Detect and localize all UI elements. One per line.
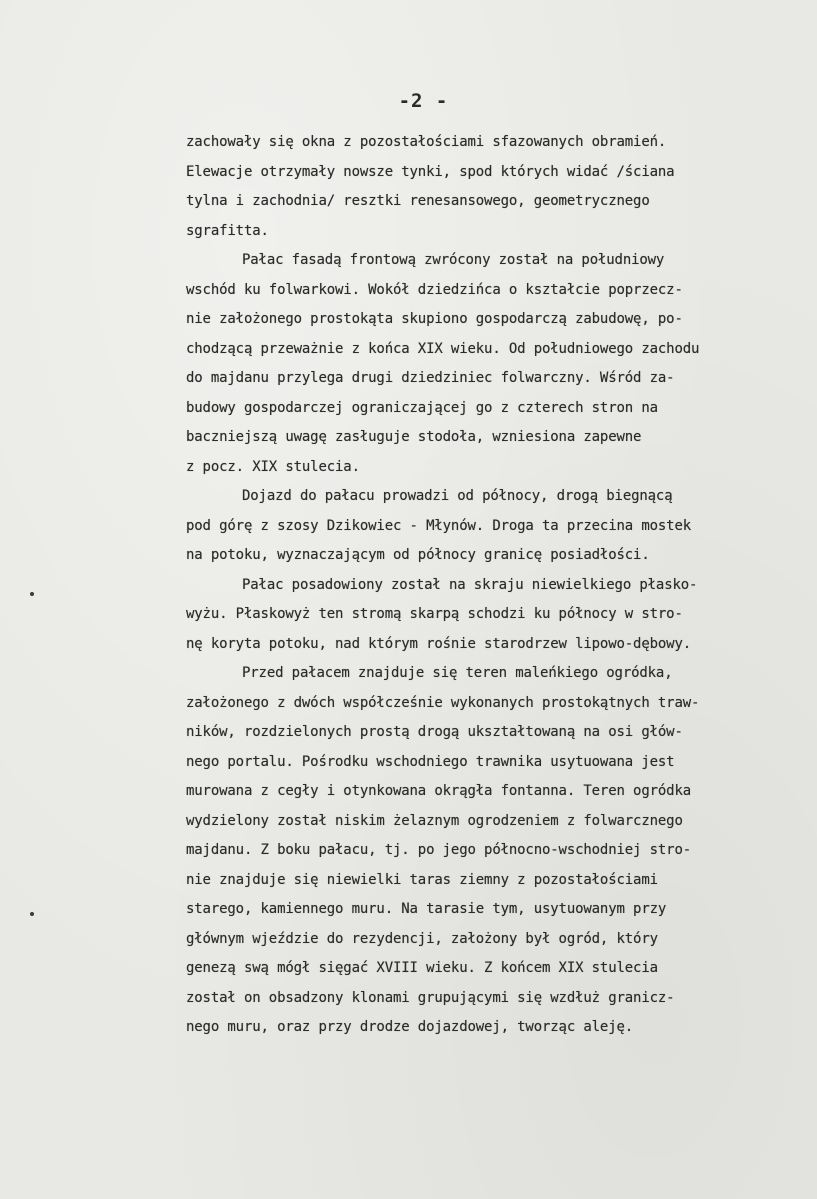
text-line: majdanu. Z boku pałacu, tj. po jego północno-wschodniej stro- xyxy=(186,842,692,858)
text-line: wschód ku folwarkowi. Wokół dziedzińca o kształcie poprzecz- xyxy=(186,281,683,298)
text-line: Pałac fasadą frontową zwrócony został na południowy xyxy=(242,252,665,268)
text-line: baczniejszą uwagę zasługuje stodoła, wzniesiona zapewne xyxy=(186,429,642,445)
text-line: murowana z cegły i otynkowana okrągła fontanna. Teren ogródka xyxy=(186,783,692,799)
text-line: ników, rozdzielonych prostą drogą ukształtowaną na osi głów- xyxy=(186,724,683,740)
text-line: wyżu. Płaskowyż ten stromą skarpą schodzi ku północy w stro- xyxy=(186,606,683,622)
punch-hole-mark xyxy=(30,912,34,916)
paragraph-2 xyxy=(186,246,786,482)
text-line: Dojazd do pałacu prowadzi od północy, drogą biegnącą xyxy=(242,488,673,504)
text-line: chodzącą przeważnie z końca XIX wieku. Od południowego zachodu xyxy=(186,340,700,357)
text-line: do majdanu przylega drugi dziedziniec folwarczny. Wśród za- xyxy=(186,370,675,386)
text-line: głównym wjeździe do rezydencji, założony był ogród, który xyxy=(186,930,658,947)
paragraph-1 xyxy=(186,128,786,246)
text-line: założonego z dwóch współcześnie wykonanych prostokątnych traw- xyxy=(186,694,700,711)
text-line: Przed pałacem znajduje się teren maleńkiego ogródka, xyxy=(242,665,673,681)
document-body xyxy=(186,128,786,1043)
text-line: starego, kamiennego muru. Na tarasie tym, usytuowanym przy xyxy=(186,901,667,917)
paragraph-3 xyxy=(186,482,786,571)
text-line: zachowały się okna z pozostałościami sfazowanych obramień. xyxy=(186,134,667,150)
page-number: -2 - xyxy=(398,90,449,112)
text-line: został on obsadzony klonami grupującymi się wzdłuż granicz- xyxy=(186,989,675,1006)
text-line: nego portalu. Pośrodku wschodniego trawnika usytuowana jest xyxy=(186,753,675,770)
text-line: wydzielony został niskim żelaznym ogrodzeniem z folwarcznego xyxy=(186,812,683,829)
text-line: Elewacje otrzymały nowsze tynki, spod których widać /ściana xyxy=(186,163,675,180)
text-line: genezą swą mógł sięgać XVIII wieku. Z końcem XIX stulecia xyxy=(186,960,658,976)
text-line: pod górę z szosy Dzikowiec - Młynów. Droga ta przecina mostek xyxy=(186,517,692,534)
text-line: na potoku, wyznaczającym od północy granicę posiadłości. xyxy=(186,547,650,563)
punch-hole-mark xyxy=(30,592,34,596)
text-line: sgrafitta. xyxy=(186,222,269,239)
text-line: nie założonego prostokąta skupiono gospodarczą zabudowę, po- xyxy=(186,311,683,327)
text-line: nie znajduje się niewielki taras ziemny z pozostałościami xyxy=(186,871,658,888)
text-line: tylna i zachodnia/ resztki renesansowego, geometrycznego xyxy=(186,193,650,209)
text-line: nę koryta potoku, nad którym rośnie starodrzew lipowo-dębowy. xyxy=(186,635,692,652)
text-line: budowy gospodarczej ograniczającej go z czterech stron na xyxy=(186,399,658,416)
text-line: nego muru, oraz przy drodze dojazdowej, tworząc aleję. xyxy=(186,1019,634,1035)
text-line: Pałac posadowiony został na skraju niewielkiego płasko- xyxy=(242,576,698,593)
paragraph-4 xyxy=(186,571,786,660)
text-line: z pocz. XIX stulecia. xyxy=(186,458,360,475)
paragraph-5 xyxy=(186,659,786,1043)
